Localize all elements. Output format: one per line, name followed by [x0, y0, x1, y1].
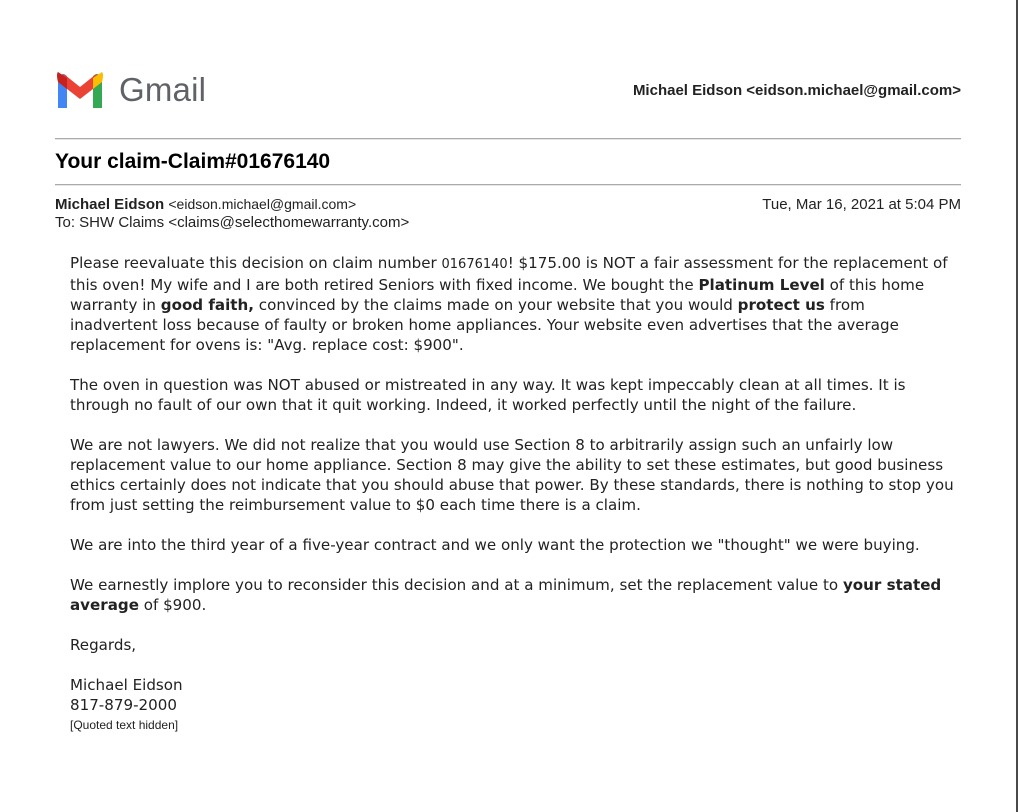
paragraph-2: The oven in question was NOT abused or mistreated in any way. It was kept impeccably clean at all times. It is through no fault of our own that it quit working. Indeed, it worked perfectly until the night of the failure.	[70, 376, 906, 414]
quoted-text-hidden[interactable]: [Quoted text hidden]	[70, 718, 179, 732]
paragraph-1	[70, 253, 955, 355]
sender-name: Michael Eidson	[55, 196, 165, 213]
email-date: Tue, Mar 16, 2021 at 5:04 PM	[762, 196, 961, 213]
print-header	[55, 70, 961, 114]
p1-text-d: convinced by the claims made on your website that you would	[254, 296, 738, 314]
p1-bold-protect: protect us	[737, 296, 825, 314]
p1-text-b: ! $175.00 is NOT a fair assessment for the replacement of this oven! My wife and I are both retired Seniors with fixed income. We bought the	[70, 254, 948, 294]
gmail-m-icon	[55, 71, 105, 109]
email-meta	[55, 196, 961, 231]
p5-text-b: of $900.	[138, 596, 207, 614]
signature-phone: 817-879-2000	[70, 696, 177, 714]
recipient-line: To: SHW Claims <claims@selecthomewarranty.com>	[55, 214, 410, 231]
email-body	[70, 253, 955, 733]
paragraph-3: We are not lawyers. We did not realize that you would use Section 8 to arbitrarily assign such an unfairly low replacement value to our home appliance. Section 8 may give the ability to set these estimates, but good business ethics certainly does not indicate that you should abuse that power. By these standards, there is nothing to stop you from just setting the reimbursement value to $0 each time there is a claim.	[70, 436, 954, 514]
p1-bold-platinum: Platinum Level	[698, 276, 825, 294]
p1-bold-good-faith: good faith,	[160, 296, 254, 314]
signature-name: Michael Eidson	[70, 676, 183, 694]
account-name: Michael Eidson <eidson.michael@gmail.com>	[632, 82, 961, 99]
divider-top	[55, 138, 961, 140]
gmail-wordmark: Gmail	[119, 71, 207, 108]
p1-text-a: Please reevaluate this decision on claim number	[70, 254, 442, 272]
paragraph-4: We are into the third year of a five-year contract and we only want the protection we "thought" we were buying.	[70, 536, 920, 554]
sender-email: <eidson.michael@gmail.com>	[168, 196, 357, 212]
regards: Regards,	[70, 636, 137, 654]
paragraph-5	[70, 575, 955, 615]
p5-bold-average: your stated average	[70, 576, 942, 614]
p1-text-c: of this home warranty in	[70, 276, 925, 314]
gmail-logo	[55, 70, 206, 110]
divider-subject	[55, 184, 961, 186]
p1-text-e: from inadvertent loss because of faulty or broken home appliances. Your website even advertises that the average replacement for ovens is: "Avg. replace cost: $900".	[70, 296, 899, 354]
p5-text-a: We earnestly implore you to reconsider this decision and at a minimum, set the replacement value to	[70, 576, 843, 594]
claim-number: 01676140	[441, 257, 508, 272]
email-subject: Your claim-Claim#01676140	[55, 150, 331, 173]
